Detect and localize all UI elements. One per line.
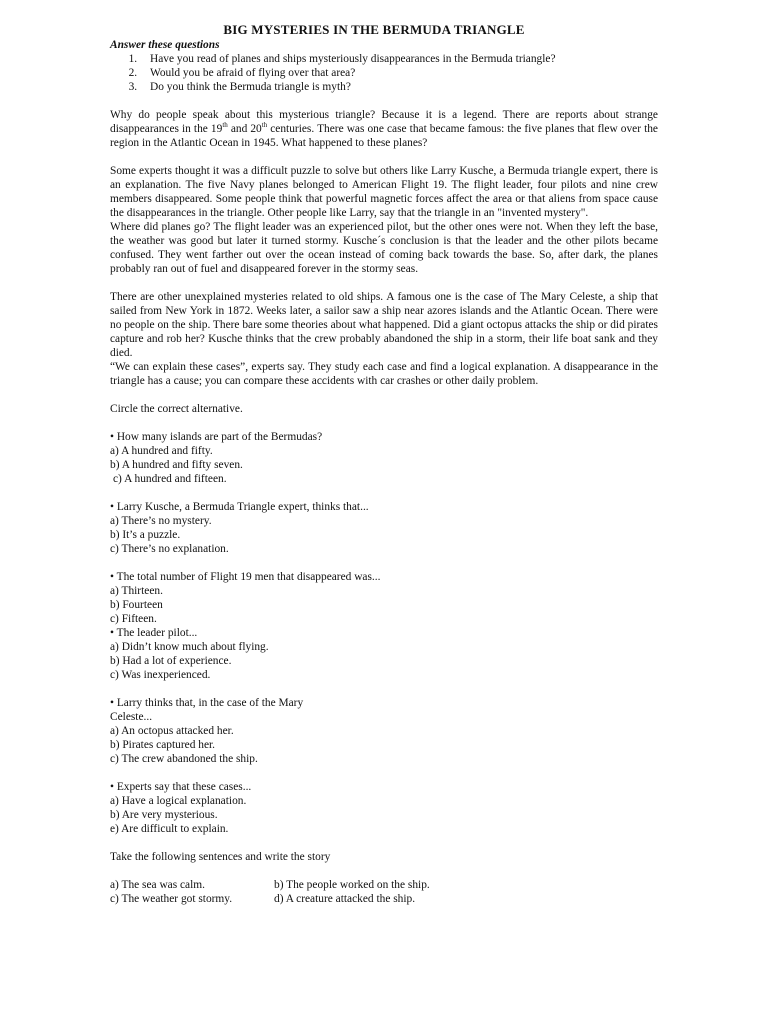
mcq-2 [110, 500, 658, 556]
mcq-option: c) Was inexperienced. [110, 669, 211, 681]
question-3: 3. Do you think the Bermuda triangle is myth? [140, 80, 658, 94]
mcq-question: • How many islands are part of the Bermudas? [110, 431, 323, 443]
answer-heading: Answer these questions [110, 39, 220, 51]
question-2: 2. Would you be afraid of flying over that area? [140, 66, 658, 80]
story-instruction: Take the following sentences and write the story [110, 851, 331, 863]
mcq-question: • The total number of Flight 19 men that disappeared was... [110, 571, 381, 583]
question-1: 1. Have you read of planes and ships mysteriously disappearances in the Bermuda triangle? [140, 52, 658, 66]
sentence-a: a) The sea was calm. [110, 879, 205, 891]
sentence-row-1 [110, 878, 658, 892]
mcq-question-continued: Celeste... [110, 711, 153, 723]
worksheet-page [110, 22, 658, 906]
circle-instruction: Circle the correct alternative. [110, 403, 243, 415]
mcq-4 [110, 626, 658, 682]
mcq-option: b) Are very mysterious. [110, 809, 218, 821]
mcq-option: b) It’s a puzzle. [110, 529, 181, 541]
mcq-option: a) A hundred and fifty. [110, 445, 213, 457]
mcq-question: • Experts say that these cases... [110, 781, 252, 793]
mcq-option: c) The crew abandoned the ship. [110, 753, 258, 765]
mcq-option: a) Didn’t know much about flying. [110, 641, 269, 653]
mcq-6 [110, 780, 658, 836]
mcq-option: a) An octopus attacked her. [110, 725, 234, 737]
mcq-option: e) Are difficult to explain. [110, 823, 229, 835]
mcq-option: a) Have a logical explanation. [110, 795, 247, 807]
paragraph-4: There are other unexplained mysteries related to old ships. A famous one is the case of The Mary Celeste, a ship that sailed from New York in 1872. Weeks later, a sailor saw a ship near azores islands and the Atlantic Ocean. There were no people on the ship. There bare some theories about what happened. Did a giant octopus attacks the ship or did pirates capture and rob her? Kusche thinks that the crew probably abandoned the ship in a storm, their life boat sank and they died. [110, 291, 658, 359]
paragraph-5: “We can explain these cases”, experts say. They study each case and find a logical explanation. A disappearance in the triangle has a cause; you can compare these accidents with car crashes or other daily problem. [110, 361, 658, 387]
mcq-option: b) Pirates captured her. [110, 739, 216, 751]
mcq-question: • Larry Kusche, a Bermuda Triangle expert, thinks that... [110, 501, 369, 513]
mcq-option: b) Had a lot of experience. [110, 655, 232, 667]
mcq-option: c) A hundred and fifteen. [113, 473, 227, 485]
mcq-question: • The leader pilot... [110, 627, 198, 639]
sentence-row-2 [110, 892, 658, 906]
sentence-c: c) The weather got stormy. [110, 893, 233, 905]
mcq-option: b) A hundred and fifty seven. [110, 459, 243, 471]
paragraph-2: Some experts thought it was a difficult puzzle to solve but others like Larry Kusche, a Bermuda triangle expert, there is an explanation. The five Navy planes belonged to American Flight 19. The flight leader, four pilots and nine crew members disappeared. Some people think that powerful magnetic forces affect the area or that aliens from space cause the disappearances in the triangle. Other people like Larry, say that the triangle in an "invented mystery". [110, 165, 658, 219]
mcq-3 [110, 570, 658, 626]
mcq-1 [110, 430, 658, 486]
mcq-option: a) There’s no mystery. [110, 515, 212, 527]
mcq-option: c) Fifteen. [110, 613, 157, 625]
mcq-question: • Larry thinks that, in the case of the Mary [110, 697, 304, 709]
paragraph-3: Where did planes go? The flight leader was an experienced pilot, but the other ones were not. When they left the base, the weather was good but later it turned stormy. Kusche´s conclusion is that the leader and the other pilots became confused. They went farther out over the ocean instead of coming back towards the base. So, after dark, the planes probably ran out of fuel and disappeared forever in the stormy seas. [110, 221, 658, 275]
mcq-option: b) Fourteen [110, 599, 163, 611]
sentence-b: b) The people worked on the ship. [274, 879, 430, 891]
mcq-option: a) Thirteen. [110, 585, 163, 597]
story-sentences [110, 878, 658, 906]
mcq-5 [110, 696, 658, 766]
questions-list [110, 52, 658, 94]
sentence-d: d) A creature attacked the ship. [274, 893, 416, 905]
page-title: BIG MYSTERIES IN THE BERMUDA TRIANGLE [223, 22, 525, 37]
mcq-option: c) There’s no explanation. [110, 543, 229, 555]
paragraph-1: Why do people speak about this mysterious triangle? Because it is a legend. There are reports about strange disappearances in the 19th and 20th centuries. There was one case that became famous: the five planes that flew over the region in the Atlantic Ocean in 1945. What happened to these planes? [110, 109, 658, 149]
